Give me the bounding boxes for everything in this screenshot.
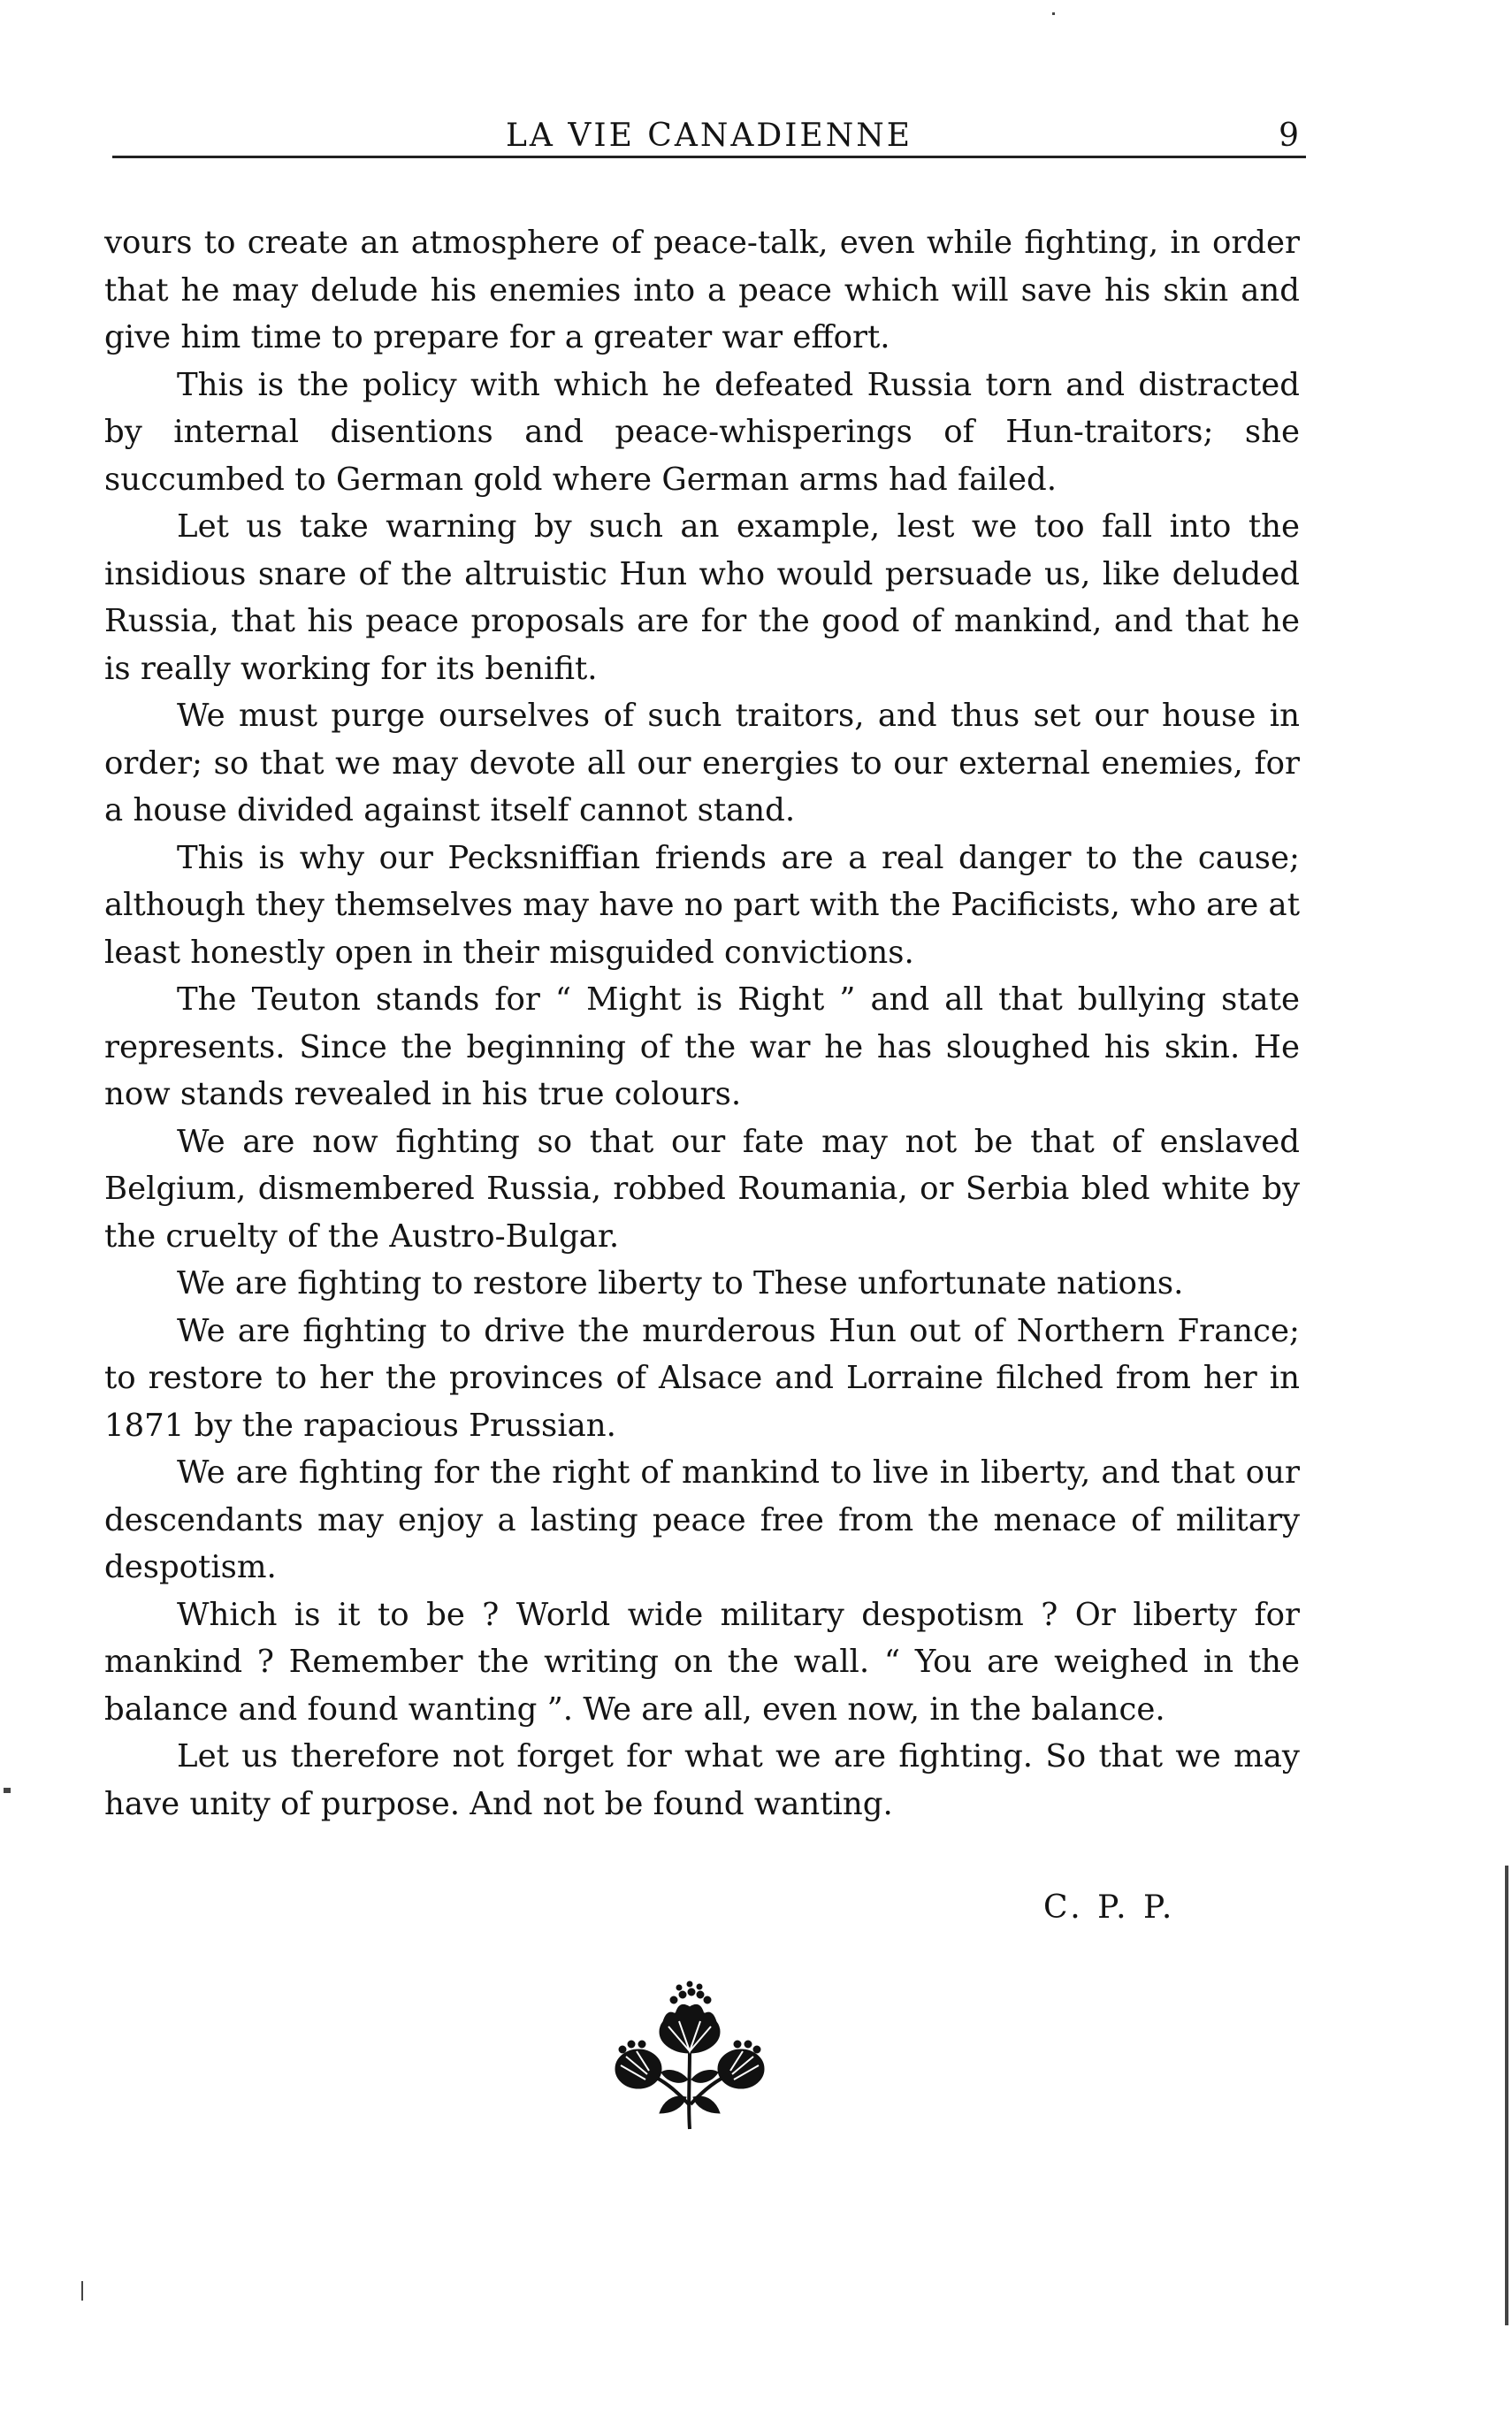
paragraph-1: vours to create an atmosphere of peace-talk, even while fighting, in order that he may delude his enemies into a peace which will save his skin and give him time to prepare for a greater war effort. xyxy=(104,225,1300,355)
scan-speck xyxy=(1052,12,1055,15)
scan-speck xyxy=(4,1788,11,1793)
article-body xyxy=(104,219,1300,1828)
paragraph-4: We must purge ourselves of such traitors, and thus set our house in order; so that we may devote all our energies to our external enemies, for a house divided against itself cannot stand. xyxy=(104,698,1300,828)
running-title: LA VIE CANADIENNE xyxy=(506,118,913,154)
paragraph-2: This is the policy with which he defeated Russia torn and distracted by internal disentions and peace-whisperings of Hun-traitors; she succumbed to German gold where German arms had failed. xyxy=(104,366,1300,498)
paragraph-9: We are fighting to drive the murderous Hun out of Northern France; to restore to her the provinces of Alsace and Lorraine filched from her in 1871 by the rapacious Prussian. xyxy=(104,1312,1300,1444)
author-signature: C. P. P. xyxy=(1043,1889,1176,1926)
page-number: 9 xyxy=(1279,118,1299,154)
paragraph-12: Let us therefore not forget for what we are fighting. So that we may have unity of purpose. And not be found wanting. xyxy=(104,1738,1300,1822)
scan-speck xyxy=(81,2281,83,2301)
paragraph-10: We are fighting for the right of mankind to live in liberty, and that our descendants may enjoy a lasting peace free from the menace of military despotism. xyxy=(104,1454,1300,1585)
chrysanthemum-ornament-icon xyxy=(610,1981,769,2131)
paragraph-3: Let us take warning by such an example, lest we too fall into the insidious snare of the altruistic Hun who would persuade us, like deluded Russia, that his peace proposals are for the good of mankind, and that he is really working for its benifit. xyxy=(104,508,1300,687)
paragraph-5: This is why our Pecksniffian friends are a real danger to the cause; although they themselves may have no part with the Pacificists, who are at least honestly open in their misguided convictions. xyxy=(104,839,1300,971)
scan-edge-mark xyxy=(1505,1866,1508,2325)
paragraph-11: Which is it to be ? World wide military despotism ? Or liberty for mankind ? Remember the writing on the wall. “ You are weighed in the balance and found wanting ”. We are all, even now, in the balance. xyxy=(104,1596,1300,1728)
paragraph-8: We are fighting to restore liberty to These unfortunate nations. xyxy=(177,1265,1184,1301)
paragraph-6: The Teuton stands for “ Might is Right ” and all that bullying state represents. Since the beginning of the war he has sloughed his skin. He now stands revealed in his true colours. xyxy=(104,981,1300,1112)
page-header xyxy=(112,115,1306,158)
paragraph-7: We are now fighting so that our fate may not be that of enslaved Belgium, dismembered Russia, robbed Roumania, or Serbia bled white by the cruelty of the Austro-Bulgar. xyxy=(104,1123,1300,1255)
